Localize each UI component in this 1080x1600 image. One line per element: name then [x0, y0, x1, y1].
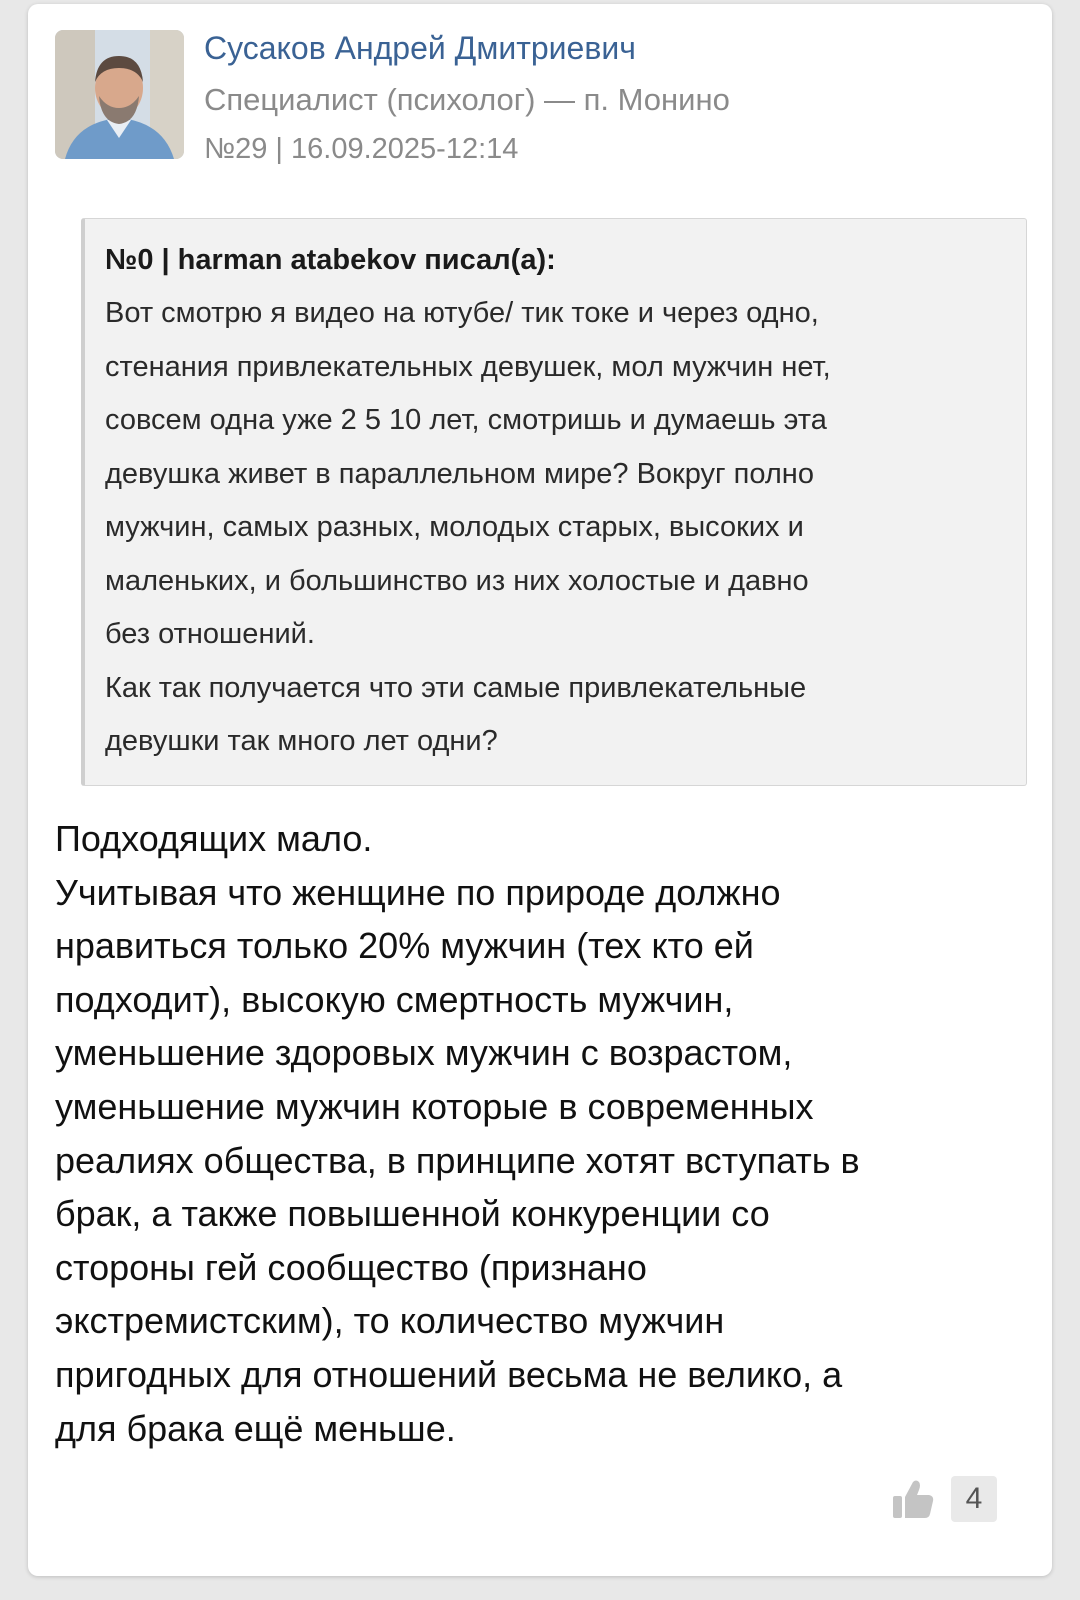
post-card [28, 4, 1052, 1576]
post-body-line: для брака ещё меньше. [55, 1407, 456, 1449]
avatar[interactable] [55, 30, 184, 159]
post-body-line: экстремистским), то количество мужчин [55, 1300, 725, 1342]
quote-line: мужчин, самых разных, молодых старых, высоких и [105, 511, 804, 543]
post-body-line: реалиях общества, в принципе хотят вступать в [55, 1139, 860, 1181]
quote-line: совсем одна уже 2 5 10 лет, смотришь и думаешь эта [105, 404, 827, 436]
quote-header[interactable]: №0 | harman atabekov писал(а): [105, 244, 556, 276]
post-body-line: брак, а также повышенной конкуренции со [55, 1193, 770, 1235]
post-body-line: стороны гей сообщество (признано [55, 1246, 647, 1288]
quote-block [81, 218, 1027, 786]
author-role: Специалист (психолог) — п. Монино [204, 82, 730, 117]
like-count-badge: 4 [951, 1476, 997, 1522]
post-body-line: Подходящих мало. [55, 818, 373, 859]
quote-line: стенания привлекательных девушек, мол мужчин нет, [105, 350, 831, 383]
user-photo-avatar [55, 30, 184, 159]
quote-line: девушка живет в параллельном мире? Вокруг полно [105, 457, 814, 490]
post-body [55, 812, 1035, 1455]
post-body-line: нравиться только 20% мужчин (тех кто ей [55, 925, 754, 967]
author-name-link[interactable]: Сусаков Андрей Дмитриевич [204, 30, 636, 66]
post-number-timestamp[interactable]: №29 | 16.09.2025-12:14 [204, 133, 519, 165]
post-body-line: уменьшение мужчин которые в современных [55, 1085, 814, 1127]
post-body-line: уменьшение здоровых мужчин с возрастом, [55, 1032, 793, 1074]
post-body-line: Учитывая что женщине по природе должно [55, 871, 781, 913]
post-body-line: подходит), высокую смертность мужчин, [55, 978, 734, 1020]
post-body-line: пригодных для отношений весьма не велико, а [55, 1353, 843, 1395]
quote-line: Как так получается что эти самые привлекательные [105, 671, 807, 704]
quote-line: девушки так много лет одни? [105, 725, 498, 757]
quote-line: без отношений. [105, 618, 315, 650]
quote-line: Вот смотрю я видео на ютубе/ тик токе и через одно, [105, 297, 819, 329]
thumbs-up-icon[interactable] [890, 1476, 936, 1522]
quote-line: маленьких, и большинство из них холостые и давно [105, 564, 809, 597]
